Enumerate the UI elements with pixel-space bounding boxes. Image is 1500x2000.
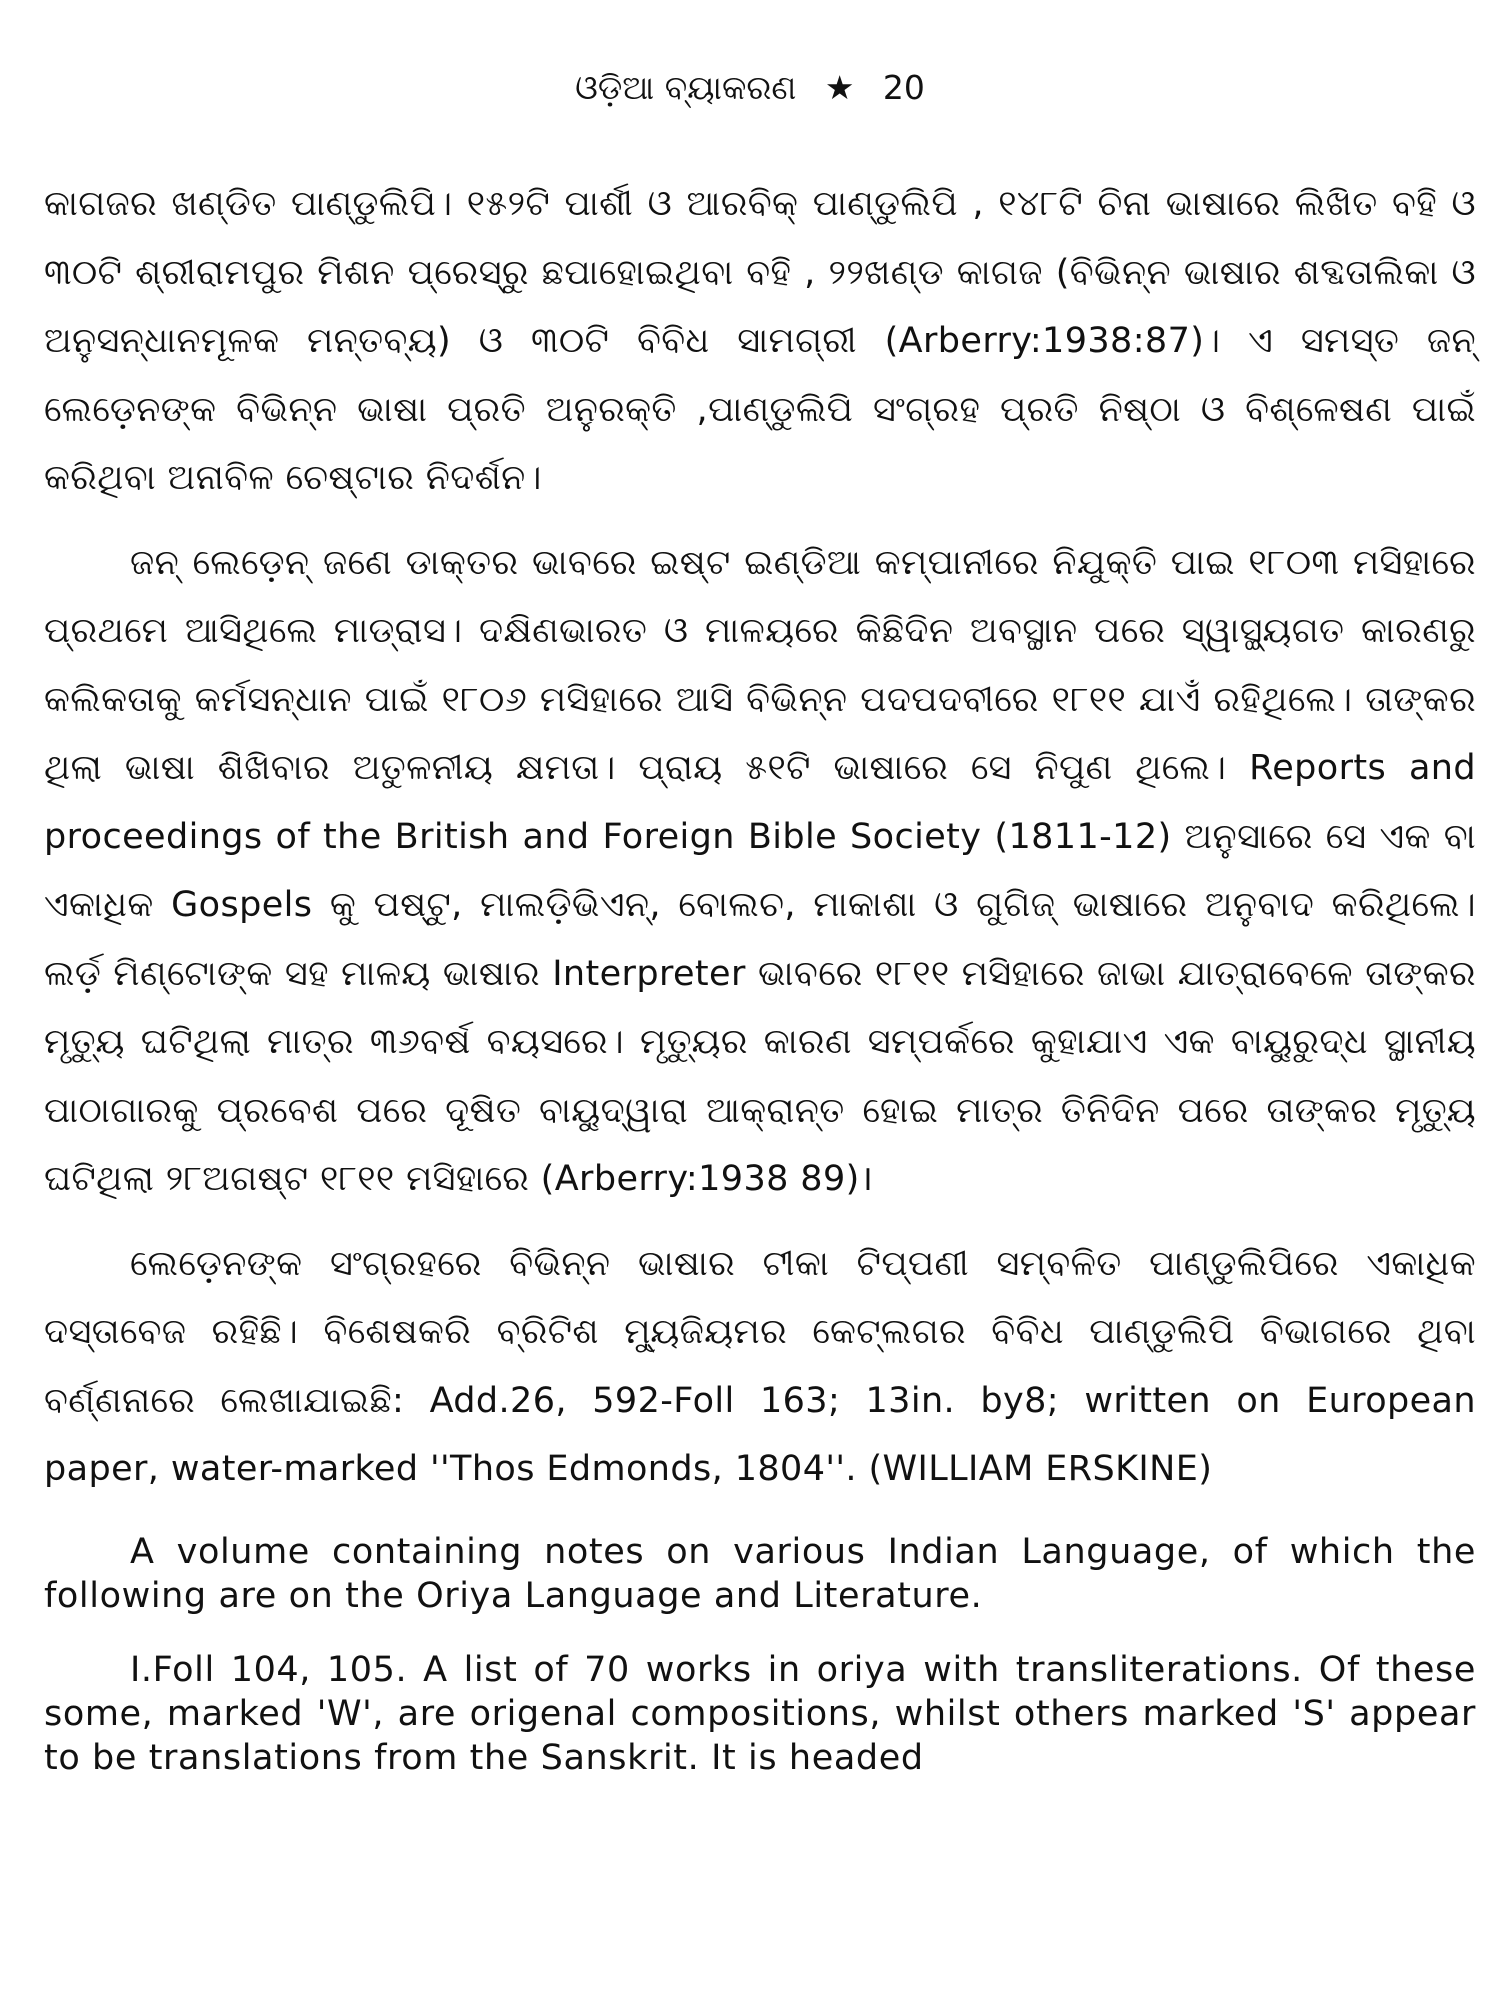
page-body (44, 170, 1476, 1780)
page-header (0, 62, 1500, 114)
paragraph-3: ଲେଡ଼େନଙ୍କ ସଂଗ୍ରହରେ ବିଭିନ୍ନ ଭାଷାର ଟୀକା ଟିପ୍ପଣୀ ସମ୍ବଳିତ ପାଣ୍ଡୁଲିପିରେ ଏକାଧିକ ଦସ୍ତାବେଜ ରହିଛି। ବିଶେଷକରି ବ୍ରିଟିଶ ମ୍ୟୁଜିୟମର କେଟ୍‌ଲଗର ବିବିଧ ପାଣ୍ଡୁଲିପି ବିଭାଗରେ ଥିବା ବର୍ଣ୍ଣନାରେ ଲେଖାଯାଇଛି: Add.26, 592-Foll 163; 13in. by8; written on European paper, water-marked ''Thos Edmonds, 1804''. (WILLIAM ERSKINE) (44, 1243, 1476, 1489)
page-number: 20 (882, 68, 925, 107)
paragraph-5: I.Foll 104, 105. A list of 70 works in oriya with transliterations. Of these some, marked 'W', are origenal compositions, whilst others marked 'S' appear to be translations from the Sanskrit. It is headed (44, 1649, 1476, 1778)
paragraph-1: କାଗଜର ଖଣ୍ଡିତ ପାଣ୍ଡୁଲିପି। ୧୫୨ଟି ପାର୍ଶୀ ଓ ଆରବିକ୍ ପାଣ୍ଡୁଲିପି , ୧୪୮ଟି ଚିନା ଭାଷାରେ ଲିଖିତ ବହି ଓ ୩୦ଟି ଶ୍ରୀରାମପୁର ମିଶନ ପ୍ରେସ୍‌ରୁ ଛପାହୋଇଥିବା ବହି , ୨୨ଖଣ୍ଡ କାଗଜ (ବିଭିନ୍ନ ଭାଷାର ଶବ୍ଦତାଲିକା ଓ ଅନୁସନ୍ଧାନମୂଳକ ମନ୍ତବ୍ୟ) ଓ ୩୦ଟି ବିବିଧ ସାମଗ୍ରୀ (Arberry:1938:87)। ଏ ସମସ୍ତ ଜନ୍ ଲେଡ଼େନଙ୍କ ବିଭିନ୍ନ ଭାଷା ପ୍ରତି ଅନୁରକ୍ତି ,ପାଣ୍ଡୁଲିପି ସଂଗ୍ରହ ପ୍ରତି ନିଷ୍ଠା ଓ ବିଶ୍ଳେଷଣ ପାଇଁ କରିଥିବା ଅନାବିଳ ଚେଷ୍ଟାର ନିଦର୍ଶନ। (44, 184, 1476, 498)
book-title: ଓଡ଼ିଆ ବ୍ୟାକରଣ (575, 68, 797, 107)
paragraph-2: ଜନ୍ ଲେଡ଼େନ୍ ଜଣେ ଡାକ୍ତର ଭାବରେ ଇଷ୍ଟ ଇଣ୍ଡିଆ କମ୍ପାନୀରେ ନିଯୁକ୍ତି ପାଇ ୧୮୦୩ ମସିହାରେ ପ୍ରଥମେ ଆସିଥିଲେ ମାଡ୍ରାସ। ଦକ୍ଷିଣଭାରତ ଓ ମାଳୟରେ କିଛିଦିନ ଅବସ୍ଥାନ ପରେ ସ୍ୱାସ୍ଥ୍ୟଗତ କାରଣରୁ କଲିକତାକୁ କର୍ମସନ୍ଧାନ ପାଇଁ ୧୮୦୬ ମସିହାରେ ଆସି ବିଭିନ୍ନ ପଦପଦବୀରେ ୧୮୧୧ ଯାଏଁ ରହିଥିଲେ। ତାଙ୍କର ଥିଲା ଭାଷା ଶିଖିବାର ଅତୁଳନୀୟ କ୍ଷମତା। ପ୍ରାୟ ୫୧ଟି ଭାଷାରେ ସେ ନିପୁଣ ଥିଲେ। Reports and proceedings of the British and Foreign Bible Society (1811-12) ଅନୁସାରେ ସେ ଏକ ବା ଏକାଧିକ Gospels କୁ ପଷ୍ଟୁ, ମାଲଡ଼ିଭିଏନ୍, ବୋଲଚ, ମାକାଶା ଓ ଗୁଗିଜ୍ ଭାଷାରେ ଅନୁବାଦ କରିଥିଲେ। ଲର୍ଡ଼ ମିଣ୍ଟୋଙ୍କ ସହ ମାଳୟ ଭାଷାର Interpreter ଭାବରେ ୧୮୧୧ ମସିହାରେ ଜାଭା ଯାତ୍ରାବେଳେ ତାଙ୍କର ମୃତ୍ୟୁ ଘଟିଥିଲା ମାତ୍ର ୩୬ବର୍ଷ ବୟସରେ। ମୃତ୍ୟୁର କାରଣ ସମ୍ପର୍କରେ କୁହାଯାଏ ଏକ ବାୟୁରୁଦ୍ଧ ସ୍ଥାନୀୟ ପାଠାଗାରକୁ ପ୍ରବେଶ ପରେ ଦୂଷିତ ବାୟୁଦ୍ୱାରା ଆକ୍ରାନ୍ତ ହୋଇ ମାତ୍ର ତିନିଦିନ ପରେ ତାଙ୍କର ମୃତ୍ୟୁ ଘଟିଥିଲା ୨୮ଅଗଷ୍ଟ ୧୮୧୧ ମସିହାରେ (Arberry:1938 89)। (44, 542, 1476, 1199)
star-icon: ★ (824, 68, 855, 107)
paragraph-4: A volume containing notes on various Indian Language, of which the following are on the Oriya Language and Literature. (44, 1531, 1476, 1616)
